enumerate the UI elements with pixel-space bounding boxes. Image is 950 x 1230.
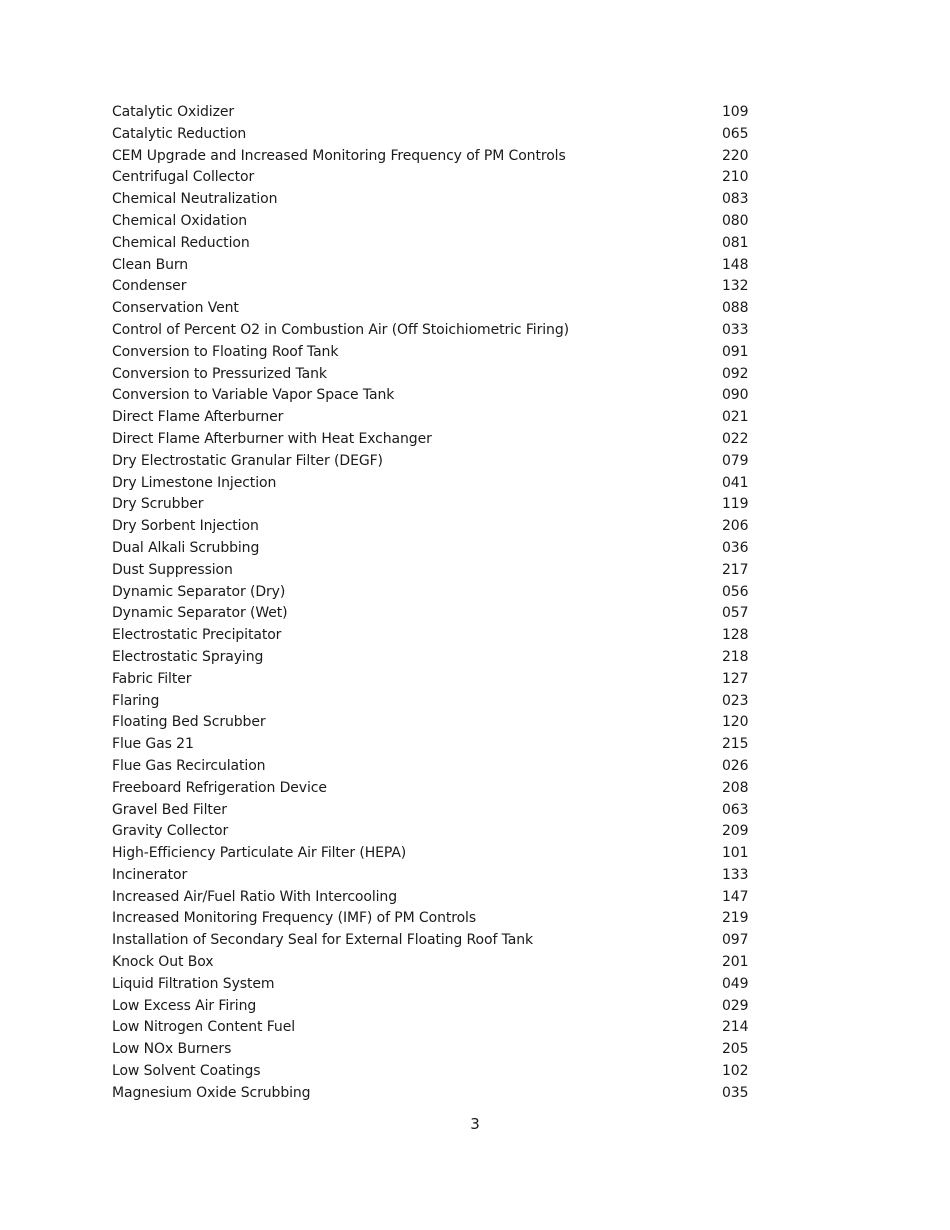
- entry-name: Chemical Oxidation: [112, 212, 248, 229]
- entry-name: Catalytic Oxidizer: [112, 104, 235, 120]
- entry-code: 109: [722, 104, 749, 120]
- list-item: [112, 932, 752, 954]
- list-item: [112, 496, 752, 518]
- entry-name: Direct Flame Afterburner with Heat Exchanger: [112, 430, 432, 447]
- entry-code: 063: [722, 801, 749, 818]
- entry-name: Dry Electrostatic Granular Filter (DEGF): [112, 452, 383, 469]
- entry-code: 128: [722, 627, 749, 644]
- list-item: [112, 845, 752, 867]
- list-item: [112, 736, 752, 758]
- entry-code: 208: [722, 779, 749, 796]
- entry-code: 065: [722, 125, 749, 142]
- entry-code: 026: [722, 757, 749, 774]
- entry-code: 132: [722, 278, 749, 295]
- entry-name: Dry Sorbent Injection: [112, 518, 259, 535]
- entry-code: 056: [722, 583, 749, 600]
- entry-name: Conversion to Pressurized Tank: [112, 365, 327, 382]
- list-item: [112, 540, 752, 562]
- entry-code: 083: [722, 191, 749, 208]
- entry-name: Liquid Filtration System: [112, 975, 275, 992]
- list-item: [112, 1085, 752, 1107]
- entry-code: 088: [722, 300, 749, 317]
- entry-code: 023: [722, 692, 749, 709]
- entry-name: Direct Flame Afterburner: [112, 409, 284, 426]
- page-number: 3: [470, 1115, 480, 1133]
- entry-name: High-Efficiency Particulate Air Filter (HEPA): [112, 845, 407, 862]
- entry-name: Chemical Neutralization: [112, 191, 278, 208]
- list-item: [112, 409, 752, 431]
- list-item: [112, 714, 752, 736]
- list-item: [112, 954, 752, 976]
- entry-name: Low Excess Air Firing: [112, 997, 257, 1014]
- entry-code: 148: [722, 256, 749, 273]
- list-item: [112, 475, 752, 497]
- list-item: [112, 148, 752, 170]
- entry-code: 209: [722, 823, 749, 840]
- entry-code: 091: [722, 343, 749, 360]
- entry-name: Knock Out Box: [112, 954, 214, 971]
- list-item: [112, 518, 752, 540]
- entry-code: 080: [722, 212, 749, 229]
- entry-name: Low Nitrogen Content Fuel: [112, 1019, 296, 1036]
- entry-name: Dry Limestone Injection: [112, 474, 277, 491]
- entry-name: Dynamic Separator (Dry): [112, 583, 286, 600]
- entry-name: Chemical Reduction: [112, 234, 250, 251]
- entry-name: Electrostatic Precipitator: [112, 627, 282, 644]
- list-item: [112, 235, 752, 257]
- entry-name: Clean Burn: [112, 256, 189, 273]
- entry-name: Catalytic Reduction: [112, 125, 247, 142]
- entry-code: 079: [722, 452, 749, 469]
- list-item: [112, 387, 752, 409]
- list-item: [112, 627, 752, 649]
- list-item: [112, 998, 752, 1020]
- entry-code: 205: [722, 1041, 749, 1058]
- entry-code: 218: [722, 648, 749, 665]
- list-item: [112, 1041, 752, 1063]
- entry-name: Fabric Filter: [112, 670, 192, 687]
- list-item: [112, 104, 752, 126]
- list-item: [112, 693, 752, 715]
- list-item: [112, 758, 752, 780]
- entry-code: 097: [722, 932, 749, 949]
- list-item: [112, 431, 752, 453]
- entry-name: Flaring: [112, 692, 160, 709]
- list-item: [112, 278, 752, 300]
- entry-code: 041: [722, 474, 749, 491]
- list-item: [112, 780, 752, 802]
- entry-code: 057: [722, 605, 749, 622]
- entry-name: Floating Bed Scrubber: [112, 714, 266, 731]
- entry-code: 201: [722, 954, 749, 971]
- entry-name: Conversion to Floating Roof Tank: [112, 343, 339, 360]
- control-technology-list: [112, 104, 752, 1107]
- list-item: [112, 213, 752, 235]
- entry-code: 215: [722, 736, 749, 753]
- entry-name: Conservation Vent: [112, 300, 239, 317]
- entry-code: 102: [722, 1063, 749, 1080]
- entry-name: Control of Percent O2 in Combustion Air (Off Stoichiometric Firing): [112, 321, 569, 338]
- entry-code: 033: [722, 321, 749, 338]
- entry-code: 133: [722, 866, 749, 883]
- entry-code: 101: [722, 845, 749, 862]
- list-item: [112, 910, 752, 932]
- entry-code: 049: [722, 975, 749, 992]
- list-item: [112, 322, 752, 344]
- entry-code: 036: [722, 539, 749, 556]
- entry-code: 090: [722, 387, 749, 404]
- entry-code: 127: [722, 670, 749, 687]
- list-item: [112, 584, 752, 606]
- entry-name: Installation of Secondary Seal for External Floating Roof Tank: [112, 932, 534, 949]
- entry-name: Increased Air/Fuel Ratio With Intercooling: [112, 888, 397, 905]
- entry-name: Flue Gas 21: [112, 736, 194, 753]
- entry-name: Dual Alkali Scrubbing: [112, 539, 260, 556]
- list-item: [112, 1019, 752, 1041]
- entry-code: 217: [722, 561, 749, 578]
- list-item: [112, 823, 752, 845]
- list-item: [112, 1063, 752, 1085]
- entry-name: Increased Monitoring Frequency (IMF) of PM Controls: [112, 910, 477, 927]
- entry-code: 214: [722, 1019, 749, 1036]
- list-item: [112, 889, 752, 911]
- list-item: [112, 344, 752, 366]
- entry-name: Conversion to Variable Vapor Space Tank: [112, 387, 395, 404]
- entry-name: Dynamic Separator (Wet): [112, 605, 288, 622]
- entry-name: Condenser: [112, 278, 187, 295]
- entry-code: 219: [722, 910, 749, 927]
- list-item: [112, 562, 752, 584]
- entry-name: Incinerator: [112, 866, 188, 883]
- entry-name: CEM Upgrade and Increased Monitoring Frequency of PM Controls: [112, 147, 566, 164]
- entry-name: Gravel Bed Filter: [112, 801, 227, 818]
- list-item: [112, 649, 752, 671]
- entry-name: Low NOx Burners: [112, 1041, 232, 1058]
- entry-code: 092: [722, 365, 749, 382]
- entry-name: Dust Suppression: [112, 561, 233, 578]
- list-item: [112, 169, 752, 191]
- entry-name: Gravity Collector: [112, 823, 229, 840]
- entry-name: Flue Gas Recirculation: [112, 757, 266, 774]
- entry-name: Freeboard Refrigeration Device: [112, 779, 327, 796]
- entry-code: 220: [722, 147, 749, 164]
- list-item: [112, 126, 752, 148]
- entry-code: 035: [722, 1084, 749, 1101]
- entry-code: 206: [722, 518, 749, 535]
- list-item: [112, 802, 752, 824]
- entry-code: 120: [722, 714, 749, 731]
- entry-code: 021: [722, 409, 749, 426]
- list-item: [112, 300, 752, 322]
- entry-name: Low Solvent Coatings: [112, 1063, 261, 1080]
- entry-code: 147: [722, 888, 749, 905]
- list-item: [112, 366, 752, 388]
- entry-code: 119: [722, 496, 749, 513]
- entry-name: Electrostatic Spraying: [112, 648, 264, 665]
- entry-code: 029: [722, 997, 749, 1014]
- entry-code: 210: [722, 169, 749, 186]
- list-item: [112, 257, 752, 279]
- entry-code: 022: [722, 430, 749, 447]
- entry-name: Magnesium Oxide Scrubbing: [112, 1084, 311, 1101]
- list-item: [112, 605, 752, 627]
- entry-name: Dry Scrubber: [112, 496, 204, 513]
- entry-code: 081: [722, 234, 749, 251]
- list-item: [112, 191, 752, 213]
- list-item: [112, 867, 752, 889]
- entry-name: Centrifugal Collector: [112, 169, 255, 186]
- list-item: [112, 453, 752, 475]
- list-item: [112, 671, 752, 693]
- list-item: [112, 976, 752, 998]
